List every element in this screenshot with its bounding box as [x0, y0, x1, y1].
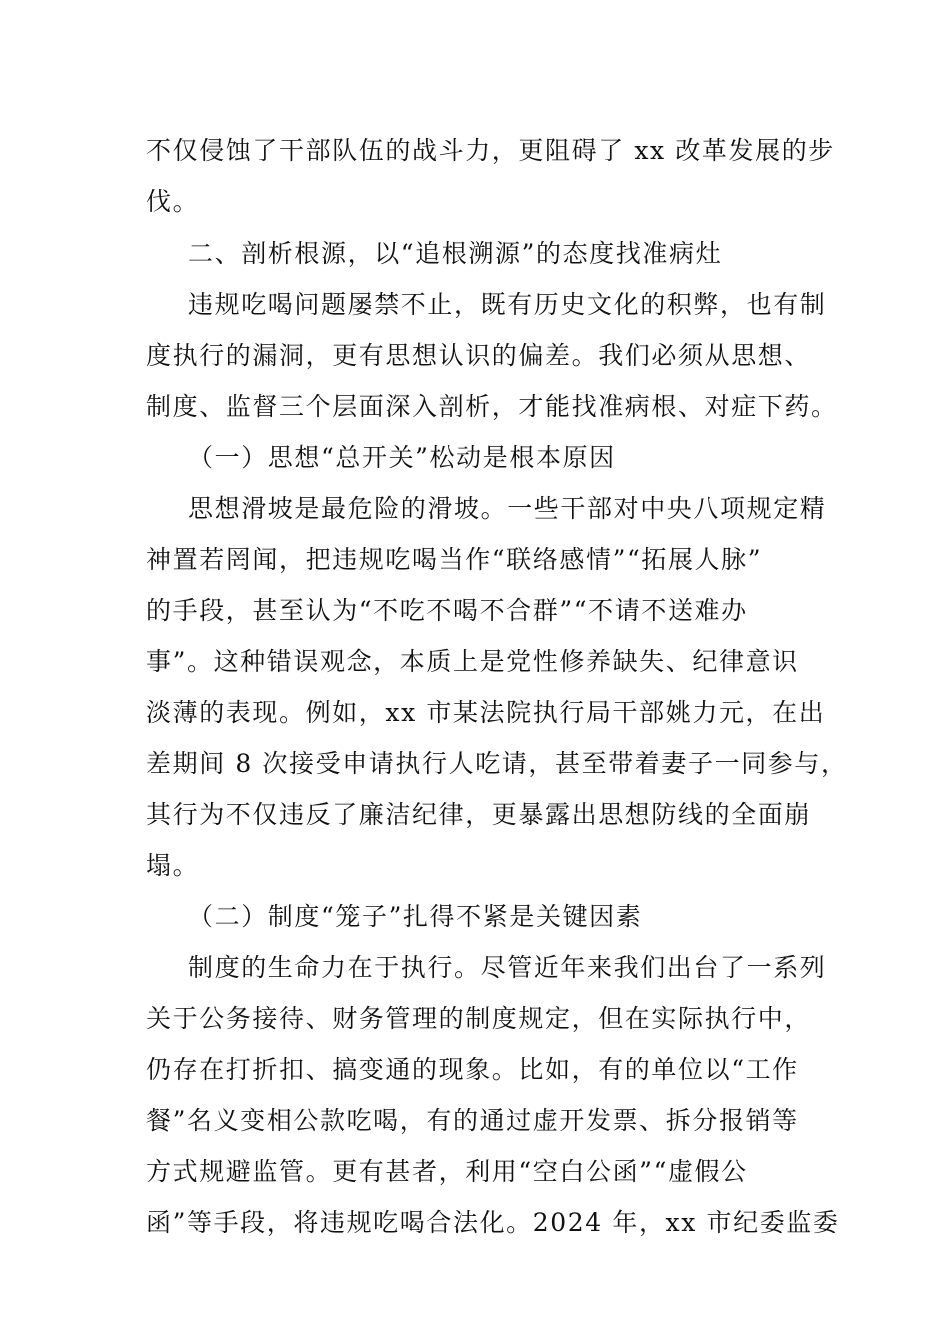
body-text-line: 其行为不仅违反了廉洁纪律，更暴露出思想防线的全面崩 — [146, 800, 812, 829]
body-text-line: 差期间 8 次接受申请执行人吃请，甚至带着妻子一同参与， — [146, 749, 848, 778]
body-text-line: 塌。 — [146, 851, 200, 880]
body-text-line: 仍存在打折扣、搞变通的现象。比如，有的单位以“工作 — [146, 1055, 799, 1084]
body-text-line: 的手段，甚至认为“不吃不喝不合群”“不请不送难办 — [146, 596, 748, 625]
body-text-line: 不仅侵蚀了干部队伍的战斗力，更阻碍了 xx 改革发展的步 — [146, 136, 835, 165]
body-text-line: 违规吃喝问题屡禁不止，既有历史文化的积弊，也有制 — [188, 290, 827, 319]
body-text-line: 制度、监督三个层面深入剖析，才能找准病根、对症下药。 — [146, 392, 838, 421]
body-text-line: 思想滑坡是最危险的滑坡。一些干部对中央八项规定精 — [188, 494, 827, 523]
body-text-line: 度执行的漏洞，更有思想认识的偏差。我们必须从思想、 — [146, 341, 812, 370]
body-text-line: 关于公务接待、财务管理的制度规定，但在实际执行中， — [146, 1004, 812, 1033]
body-text-line: 伐。 — [146, 187, 200, 216]
section-heading: 二、剖析根源，以“追根溯源”的态度找准病灶 — [188, 239, 723, 268]
body-text-line: 事”。这种错误观念，本质上是党性修养缺失、纪律意识 — [146, 647, 799, 676]
subsection-heading: （一）思想“总开关”松动是根本原因 — [188, 443, 616, 472]
body-text-line: 方式规避监管。更有甚者，利用“空白公函”“虚假公 — [146, 1157, 748, 1186]
body-text-line: 餐”名义变相公款吃喝，有的通过虚开发票、拆分报销等 — [146, 1106, 799, 1135]
body-text-line: 函”等手段，将违规吃喝合法化。2024 年，xx 市纪委监委 — [146, 1208, 840, 1237]
body-text-line: 神置若罔闻，把违规吃喝当作“联络感情”“拓展人脉” — [146, 545, 763, 574]
body-text-line: 淡薄的表现。例如，xx 市某法院执行局干部姚力元，在出 — [146, 698, 826, 727]
body-text-line: 制度的生命力在于执行。尽管近年来我们出台了一系列 — [188, 953, 827, 982]
subsection-heading: （二）制度“笼子”扎得不紧是关键因素 — [188, 902, 643, 931]
